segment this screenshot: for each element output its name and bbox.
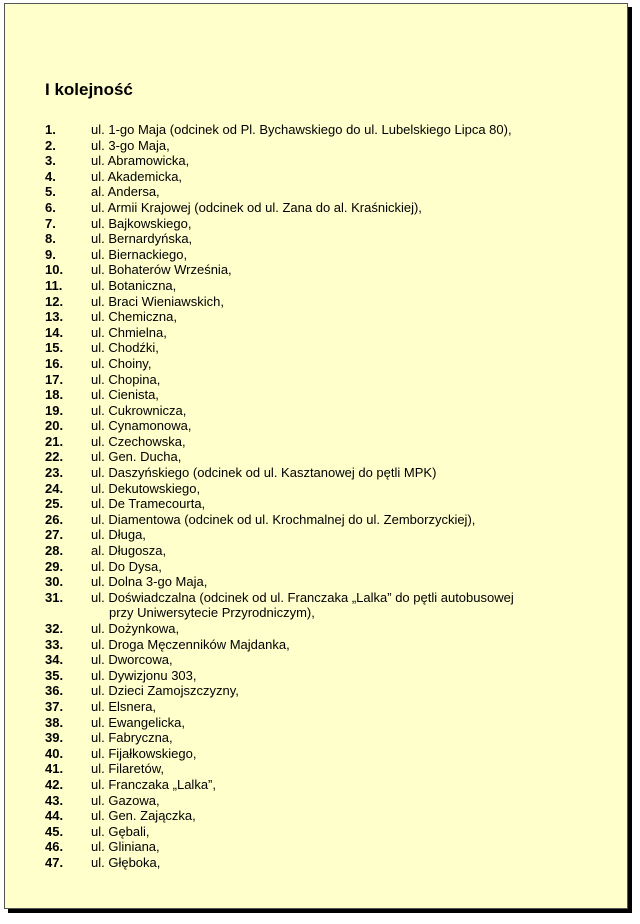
list-item bbox=[45, 808, 605, 824]
street-name bbox=[91, 746, 605, 762]
street-name-line: al. Andersa, bbox=[91, 184, 160, 200]
list-item bbox=[45, 652, 605, 668]
street-name-line: ul. Braci Wieniawskich, bbox=[91, 293, 224, 309]
street-name-line: ul. 3-go Maja, bbox=[91, 137, 170, 153]
street-name-line: ul. Gazowa, bbox=[91, 792, 160, 808]
list-item bbox=[45, 621, 605, 637]
list-item bbox=[45, 855, 605, 871]
item-number: 27. bbox=[45, 527, 64, 543]
item-number: 21. bbox=[45, 433, 64, 449]
street-name-line: ul. Elsnera, bbox=[91, 698, 157, 714]
item-number: 31. bbox=[45, 589, 64, 605]
list-item bbox=[45, 746, 605, 762]
street-name-line: ul. Gębali, bbox=[91, 823, 150, 839]
street-name-line: ul. De Tramecourta, bbox=[91, 496, 206, 512]
street-name bbox=[91, 153, 605, 169]
list-item bbox=[45, 730, 605, 746]
street-name bbox=[91, 418, 605, 434]
street-name bbox=[91, 715, 605, 731]
street-name bbox=[91, 278, 605, 294]
street-name bbox=[91, 574, 605, 590]
street-name-line: ul. Choiny, bbox=[91, 355, 152, 371]
street-name bbox=[91, 356, 605, 372]
item-number: 38. bbox=[45, 714, 64, 730]
list-item bbox=[45, 637, 605, 653]
street-name-line: ul. Dolna 3-go Maja, bbox=[91, 574, 208, 590]
street-name-line: ul. Bajkowskiego, bbox=[91, 215, 192, 231]
street-name-line: ul. Diamentowa (odcinek od ul. Krochmalnej do ul. Zemborzyckiej), bbox=[91, 511, 476, 527]
street-name bbox=[91, 652, 605, 668]
list-item bbox=[45, 262, 605, 278]
item-number: 16. bbox=[45, 355, 64, 371]
list-item bbox=[45, 839, 605, 855]
list-item bbox=[45, 715, 605, 731]
street-name-line: ul. Dożynkowa, bbox=[91, 621, 180, 636]
item-number: 13. bbox=[45, 309, 64, 325]
street-name bbox=[91, 621, 605, 637]
list-item bbox=[45, 247, 605, 263]
street-name-line: ul. Głęboka, bbox=[91, 854, 161, 870]
street-name-line: ul. Chopina, bbox=[91, 371, 161, 387]
item-number: 15. bbox=[45, 340, 64, 356]
list-item bbox=[45, 481, 605, 497]
street-name bbox=[91, 169, 605, 185]
item-number: 18. bbox=[45, 387, 64, 403]
list-item bbox=[45, 340, 605, 356]
street-name-line: ul. Gen. Ducha, bbox=[91, 449, 182, 465]
street-name-line: ul. Dworcowa, bbox=[91, 652, 173, 668]
section-heading: I kolejność bbox=[45, 80, 133, 99]
street-name-line: ul. Chmielna, bbox=[91, 324, 167, 340]
street-name-line: ul. 1-go Maja (odcinek od Pl. Bychawskiego do ul. Lubelskiego Lipca 80), bbox=[91, 122, 512, 137]
street-name bbox=[91, 496, 605, 512]
street-name bbox=[91, 325, 605, 341]
item-number: 5. bbox=[45, 184, 56, 200]
list-item bbox=[45, 403, 605, 419]
item-number: 43. bbox=[45, 792, 64, 808]
street-name-line: ul. Fabryczna, bbox=[91, 730, 173, 746]
item-number: 10. bbox=[45, 262, 64, 278]
street-name-line: ul. Cukrownicza, bbox=[91, 402, 187, 418]
item-number: 30. bbox=[45, 574, 64, 590]
list-item bbox=[45, 309, 605, 325]
list-item bbox=[45, 668, 605, 684]
street-name bbox=[91, 138, 605, 154]
street-name-line: ul. Fijałkowskiego, bbox=[91, 745, 197, 761]
street-name bbox=[91, 449, 605, 465]
item-number: 46. bbox=[45, 839, 64, 855]
street-name bbox=[91, 200, 605, 216]
street-name bbox=[91, 683, 605, 699]
list-item bbox=[45, 496, 605, 512]
street-name bbox=[91, 184, 605, 200]
list-item bbox=[45, 512, 605, 528]
list-item bbox=[45, 434, 605, 450]
item-number: 9. bbox=[45, 246, 56, 262]
street-name bbox=[91, 855, 605, 871]
item-number: 22. bbox=[45, 449, 64, 465]
list-item bbox=[45, 169, 605, 185]
item-number: 35. bbox=[45, 667, 64, 683]
street-name-line: ul. Dywizjonu 303, bbox=[91, 667, 197, 683]
item-number: 17. bbox=[45, 371, 64, 387]
item-number: 1. bbox=[45, 122, 56, 137]
item-number: 3. bbox=[45, 153, 56, 169]
item-number: 39. bbox=[45, 730, 64, 746]
item-number: 29. bbox=[45, 558, 64, 574]
street-name bbox=[91, 122, 605, 138]
list-item bbox=[45, 231, 605, 247]
item-number: 24. bbox=[45, 480, 64, 496]
item-number: 40. bbox=[45, 745, 64, 761]
item-number: 14. bbox=[45, 324, 64, 340]
item-number: 11. bbox=[45, 277, 63, 293]
street-name bbox=[91, 808, 605, 824]
list-item bbox=[45, 590, 605, 621]
street-name-line: ul. Cynamonowa, bbox=[91, 418, 192, 434]
list-item bbox=[45, 278, 605, 294]
list-item bbox=[45, 356, 605, 372]
street-name bbox=[91, 543, 605, 559]
street-name bbox=[91, 668, 605, 684]
item-number: 12. bbox=[45, 293, 64, 309]
street-name bbox=[91, 699, 605, 715]
item-number: 28. bbox=[45, 543, 64, 559]
street-name bbox=[91, 512, 605, 528]
item-number: 20. bbox=[45, 418, 64, 434]
street-name bbox=[91, 465, 605, 481]
street-name bbox=[91, 590, 605, 621]
street-name bbox=[91, 839, 605, 855]
item-number: 2. bbox=[45, 137, 56, 153]
street-name bbox=[91, 434, 605, 450]
list-item bbox=[45, 559, 605, 575]
street-name bbox=[91, 294, 605, 310]
list-item bbox=[45, 465, 605, 481]
item-number: 33. bbox=[45, 636, 64, 652]
street-name-line: ul. Chodźki, bbox=[91, 340, 159, 356]
street-name bbox=[91, 730, 605, 746]
item-number: 25. bbox=[45, 496, 64, 512]
street-name-line: ul. Biernackiego, bbox=[91, 246, 188, 262]
list-item bbox=[45, 184, 605, 200]
item-number: 19. bbox=[45, 402, 64, 418]
item-number: 7. bbox=[45, 215, 56, 231]
list-item bbox=[45, 372, 605, 388]
street-name bbox=[91, 247, 605, 263]
list-item bbox=[45, 574, 605, 590]
street-name-line: al. Długosza, bbox=[91, 543, 167, 559]
list-item bbox=[45, 449, 605, 465]
item-number: 6. bbox=[45, 199, 56, 215]
item-number: 34. bbox=[45, 652, 64, 668]
street-name-line: ul. Droga Męczenników Majdanka, bbox=[91, 636, 290, 652]
street-name-line: ul. Abramowicka, bbox=[91, 153, 190, 169]
street-name bbox=[91, 793, 605, 809]
list-item bbox=[45, 200, 605, 216]
item-number: 32. bbox=[45, 621, 64, 636]
street-name bbox=[91, 372, 605, 388]
street-name bbox=[91, 527, 605, 543]
street-name bbox=[91, 761, 605, 777]
street-name bbox=[91, 777, 605, 793]
list-item bbox=[45, 294, 605, 310]
street-name bbox=[91, 216, 605, 232]
list-item bbox=[45, 527, 605, 543]
street-name-line: ul. Chemiczna, bbox=[91, 309, 177, 325]
street-name-line: ul. Długa, bbox=[91, 527, 146, 543]
street-name-line: ul. Gen. Zajączka, bbox=[91, 808, 196, 824]
list-item bbox=[45, 418, 605, 434]
list-item bbox=[45, 777, 605, 793]
street-name bbox=[91, 637, 605, 653]
list-item bbox=[45, 683, 605, 699]
street-name-line: ul. Daszyńskiego (odcinek od ul. Kasztanowej do pętli MPK) bbox=[91, 465, 437, 481]
street-name-line: ul. Do Dysa, bbox=[91, 558, 162, 574]
item-number: 45. bbox=[45, 823, 64, 839]
item-number: 23. bbox=[45, 465, 64, 481]
street-name bbox=[91, 231, 605, 247]
street-name-line: ul. Akademicka, bbox=[91, 168, 183, 184]
street-name-line: ul. Cienista, bbox=[91, 387, 159, 403]
item-number: 41. bbox=[45, 761, 64, 777]
street-name bbox=[91, 824, 605, 840]
item-number: 44. bbox=[45, 808, 64, 824]
street-name-line: ul. Franczaka „Lalka”, bbox=[91, 776, 216, 792]
street-name-line: ul. Czechowska, bbox=[91, 433, 186, 449]
document-page bbox=[4, 3, 628, 909]
street-name-line: ul. Dzieci Zamojszczyzny, bbox=[91, 683, 239, 699]
street-name-line: ul. Ewangelicka, bbox=[91, 714, 185, 730]
street-name-line: ul. Doświadczalna (odcinek od ul. Franczaka „Lalka” do pętli autobusowej bbox=[91, 589, 514, 605]
street-name bbox=[91, 403, 605, 419]
street-name-line: ul. Armii Krajowej (odcinek od ul. Zana do al. Kraśnickiej), bbox=[91, 199, 422, 215]
list-item bbox=[45, 138, 605, 154]
street-name-line: ul. Gliniana, bbox=[91, 839, 160, 855]
street-name bbox=[91, 481, 605, 497]
street-name bbox=[91, 387, 605, 403]
list-item bbox=[45, 699, 605, 715]
item-number: 26. bbox=[45, 511, 64, 527]
street-name bbox=[91, 309, 605, 325]
list-item bbox=[45, 793, 605, 809]
item-number: 8. bbox=[45, 231, 56, 247]
list-item bbox=[45, 216, 605, 232]
list-item bbox=[45, 325, 605, 341]
item-number: 37. bbox=[45, 698, 64, 714]
list-item bbox=[45, 122, 605, 138]
item-number: 47. bbox=[45, 854, 64, 870]
list-item bbox=[45, 761, 605, 777]
list-item bbox=[45, 543, 605, 559]
street-name bbox=[91, 262, 605, 278]
street-name-continuation: przy Uniwersytecie Przyrodniczym), bbox=[109, 605, 315, 621]
street-name-line: ul. Bernardyńska, bbox=[91, 231, 193, 247]
list-item bbox=[45, 387, 605, 403]
street-name bbox=[91, 340, 605, 356]
street-name-line: ul. Filaretów, bbox=[91, 761, 164, 777]
list-item bbox=[45, 153, 605, 169]
street-list bbox=[45, 122, 605, 871]
item-number: 4. bbox=[45, 168, 56, 184]
street-name-line: ul. Bohaterów Września, bbox=[91, 262, 232, 278]
list-item bbox=[45, 824, 605, 840]
street-name bbox=[91, 559, 605, 575]
item-number: 42. bbox=[45, 776, 64, 792]
street-name-line: ul. Dekutowskiego, bbox=[91, 480, 201, 496]
street-name-line: ul. Botaniczna, bbox=[91, 277, 177, 293]
item-number: 36. bbox=[45, 683, 64, 699]
